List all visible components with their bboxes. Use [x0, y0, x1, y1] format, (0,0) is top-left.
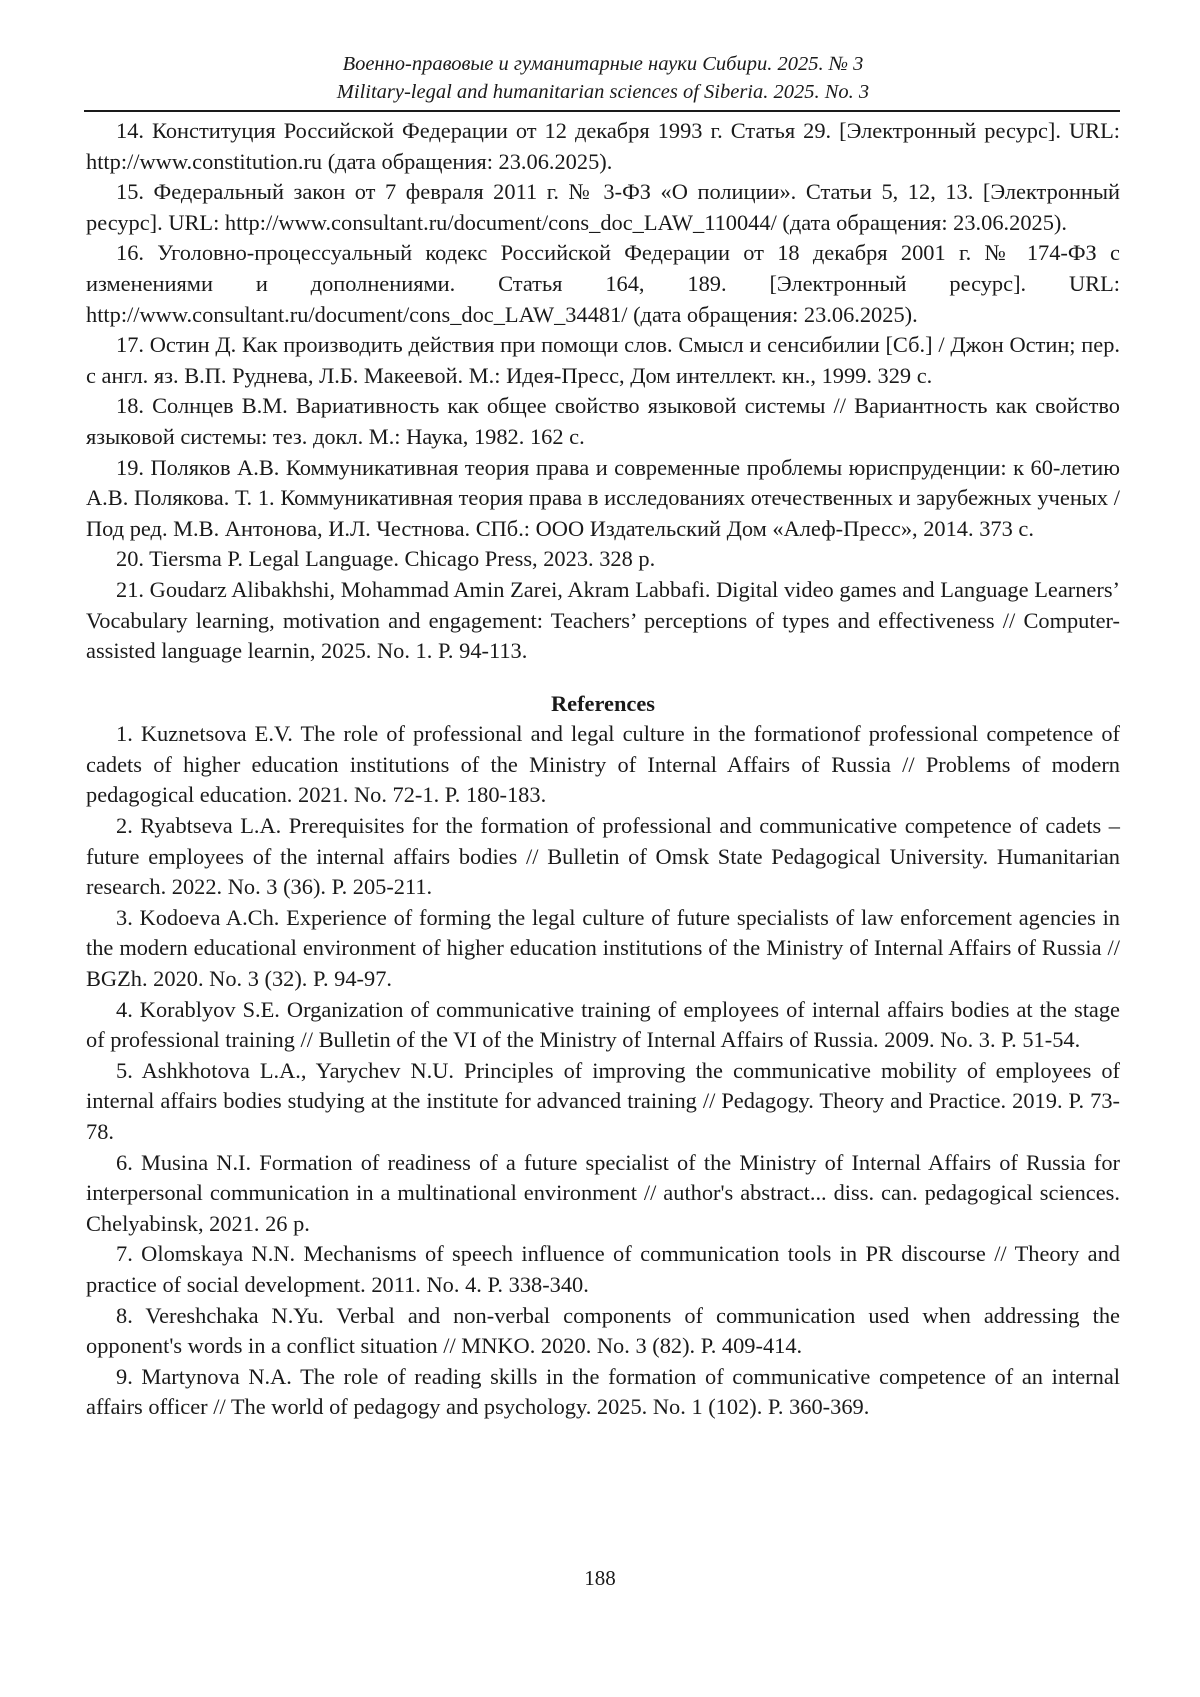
- reference-item-17: 17. Остин Д. Как производить действия при помощи слов. Смысл и сенсибилии [Сб.] / Джон Остин; пер. с англ. яз. В.П. Руднева, Л.Б. Макеевой. М.: Идея-Пресс, Дом интеллект. кн., 1999. 329 с.: [86, 332, 1120, 388]
- references-item-8: 8. Vereshchaka N.Yu. Verbal and non-verbal components of communication used when addressing the opponent's words in a conflict situation // MNKO. 2020. No. 3 (82). P. 409-414.: [86, 1302, 1120, 1359]
- references-item-6: 6. Musina N.I. Formation of readiness of a future specialist of the Ministry of Internal Affairs of Russia for interpersonal communication in a multinational environment // author's abstract... diss. can. pedagogical sciences. Chelyabinsk, 2021. 26 p.: [86, 1149, 1120, 1236]
- journal-title-en: Military-legal and humanitarian sciences of Siberia. 2025. No. 3: [336, 81, 870, 103]
- reference-item-20: 20. Tiersma P. Legal Language. Chicago Press, 2023. 328 p.: [116, 546, 656, 572]
- page-number: 188: [584, 1566, 616, 1590]
- references-item-9: 9. Martynova N.A. The role of reading skills in the formation of communicative competence of an internal affairs officer // The world of pedagogy and psychology. 2025. No. 1 (102). P. 360-369.: [86, 1363, 1120, 1420]
- references-item-2: 2. Ryabtseva L.A. Prerequisites for the formation of professional and communicative competence of cadets – future employees of the internal affairs bodies // Bulletin of Omsk State Pedagogical University. Humanitarian research. 2022. No. 3 (36). P. 205-211.: [86, 813, 1120, 900]
- references-item-1: 1. Kuznetsova E.V. The role of professional and legal culture in the formationof professional competence of cadets of higher education institutions of the Ministry of Internal Affairs of Russia // Problems of modern pedagogical education. 2021. No. 72-1. P. 180-183.: [86, 721, 1120, 808]
- header-divider: [84, 110, 1120, 112]
- reference-item-19: 19. Поляков А.В. Коммуникативная теория права и современные проблемы юриспруденции: к 60-летию А.В. Полякова. Т. 1. Коммуникативная теория права в исследованиях отечественных и зарубежных ученых / Под ред. М.В. Антонова, И.Л. Честнова. СПб.: ООО Издательский Дом «Алеф-Пресс», 2014. 373 с.: [86, 454, 1120, 541]
- reference-item-16: 16. Уголовно-процессуальный кодекс Российской Федерации от 18 декабря 2001 г. № 174-ФЗ с изменениями и дополнениями. Статья 164, 189. [Электронный ресурс]. URL: http://www.consultant.ru/document/cons_doc_LAW_34481/ (дата обращения: 23.06.2025).: [86, 240, 1120, 327]
- reference-item-21: 21. Goudarz Alibakhshi, Mohammad Amin Zarei, Akram Labbafi. Digital video games and Language Learners’ Vocabulary learning, motivation and engagement: Teachers’ perceptions of types and effectiveness // Computer-assisted language learnin, 2025. No. 1. P. 94-113.: [86, 576, 1120, 664]
- journal-title-ru: Военно-правовые и гуманитарные науки Сибири. 2025. № 3: [342, 53, 864, 75]
- references-heading: References: [550, 690, 656, 716]
- references-item-7: 7. Olomskaya N.N. Mechanisms of speech influence of communication tools in PR discourse // Theory and practice of social development. 2011. No. 4. P. 338-340.: [86, 1241, 1120, 1297]
- references-item-4: 4. Korablyov S.E. Organization of communicative training of employees of internal affairs bodies at the stage of professional training // Bulletin of the VI of the Ministry of Internal Affairs of Russia. 2009. No. 3. P. 51-54.: [86, 996, 1120, 1053]
- reference-item-14: 14. Конституция Российской Федерации от 12 декабря 1993 г. Статья 29. [Электронный ресурс]. URL: http://www.constitution.ru (дата обращения: 23.06.2025).: [86, 118, 1120, 174]
- running-header: [86, 50, 1120, 106]
- references-item-5: 5. Ashkhotova L.A., Yarychev N.U. Principles of improving the communicative mobility of employees of internal affairs bodies studying at the institute for advanced training // Pedagogy. Theory and Practice. 2019. P. 73-78.: [86, 1057, 1120, 1144]
- english-reference-list: [86, 719, 1120, 1423]
- page-body: [86, 116, 1120, 1423]
- references-item-3: 3. Kodoeva A.Ch. Experience of forming the legal culture of future specialists of law enforcement agencies in the modern educational environment of higher education institutions of the Ministry of Internal Affairs of Russia // BGZh. 2020. No. 3 (32). P. 94-97.: [86, 904, 1120, 992]
- russian-reference-list: [86, 116, 1120, 667]
- reference-item-15: 15. Федеральный закон от 7 февраля 2011 г. № 3-ФЗ «О полиции». Статьи 5, 12, 13. [Электронный ресурс]. URL: http://www.consultant.ru/document/cons_doc_LAW_110044/ (дата обращения: 23.06.2025).: [86, 179, 1120, 235]
- reference-item-18: 18. Солнцев В.М. Вариативность как общее свойство языковой системы // Вариантность как свойство языковой системы: тез. докл. М.: Наука, 1982. 162 с.: [86, 393, 1120, 449]
